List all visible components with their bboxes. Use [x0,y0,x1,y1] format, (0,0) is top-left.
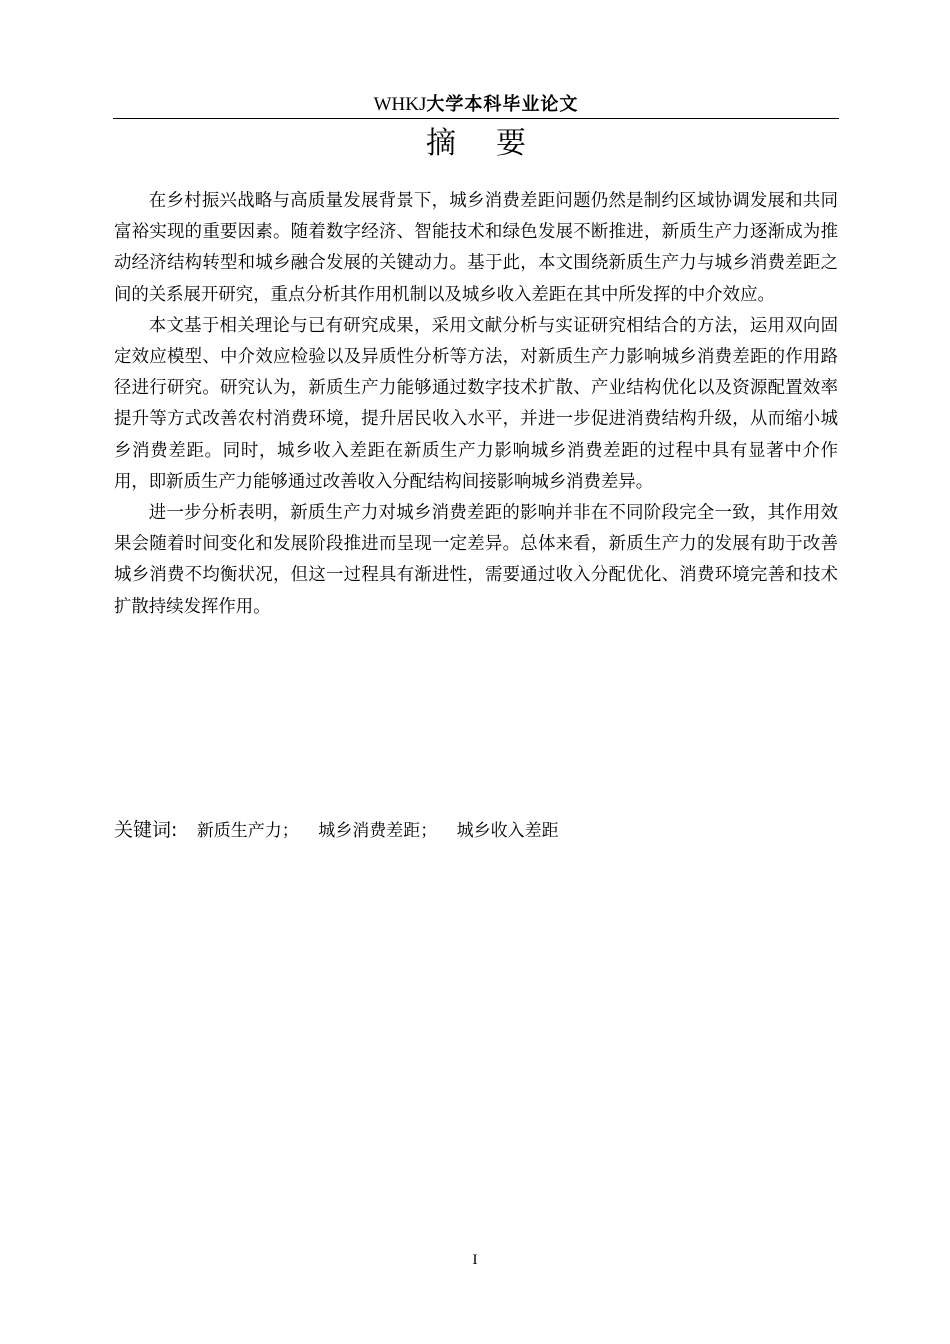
abstract-paragraph-1: 在乡村振兴战略与高质量发展背景下，城乡消费差距问题仍然是制约区域协调发展和共同富裕实现的重要因素。随着数字经济、智能技术和绿色发展不断推进，新质生产力逐渐成为推动经济结构转型和城乡融合发展的关键动力。基于此，本文围绕新质生产力与城乡消费差距之间的关系展开研究，重点分析其作用机制以及城乡收入差距在其中所发挥的中介效应。 [114,191,838,305]
keywords-label: 关键词: [114,819,178,841]
header-university-abbr: WHKJ [373,94,427,115]
abstract-paragraph-2: 本文基于相关理论与已有研究成果，采用文献分析与实证研究相结合的方法，运用双向固定效应模型、中介效应检验以及异质性分析等方法，对新质生产力影响城乡消费差距的作用路径进行研究。研究认为，新质生产力能够通过数字技术扩散、产业结构优化以及资源配置效率提升等方式改善农村消费环境，提升居民收入水平，并进一步促进消费结构升级，从而缩小城乡消费差距。同时，城乡收入差距在新质生产力影响城乡消费差距的过程中具有显著中介作用，即新质生产力能够通过改善收入分配结构间接影响城乡消费差异。 [114,315,838,492]
keyword-item: 新质生产力； [196,821,299,841]
abstract-paragraph-3: 进一步分析表明，新质生产力对城乡消费差距的影响并非在不同阶段完全一致，其作用效果会随着时间变化和发展阶段推进而呈现一定差异。总体来看，新质生产力的发展有助于改善城乡消费不均衡状况，但这一过程具有渐进性，需要通过收入分配优化、消费环境完善和技术扩散持续发挥作用。 [114,503,838,617]
abstract-title: 摘要 [426,126,566,161]
keywords-line [114,815,838,846]
abstract-body [114,186,838,623]
page-number: I [472,1252,478,1268]
keyword-item: 城乡消费差距； [318,821,438,841]
page-header [113,92,839,119]
header-title: 大学本科毕业论文 [426,94,579,115]
keyword-item: 城乡收入差距 [456,821,559,841]
